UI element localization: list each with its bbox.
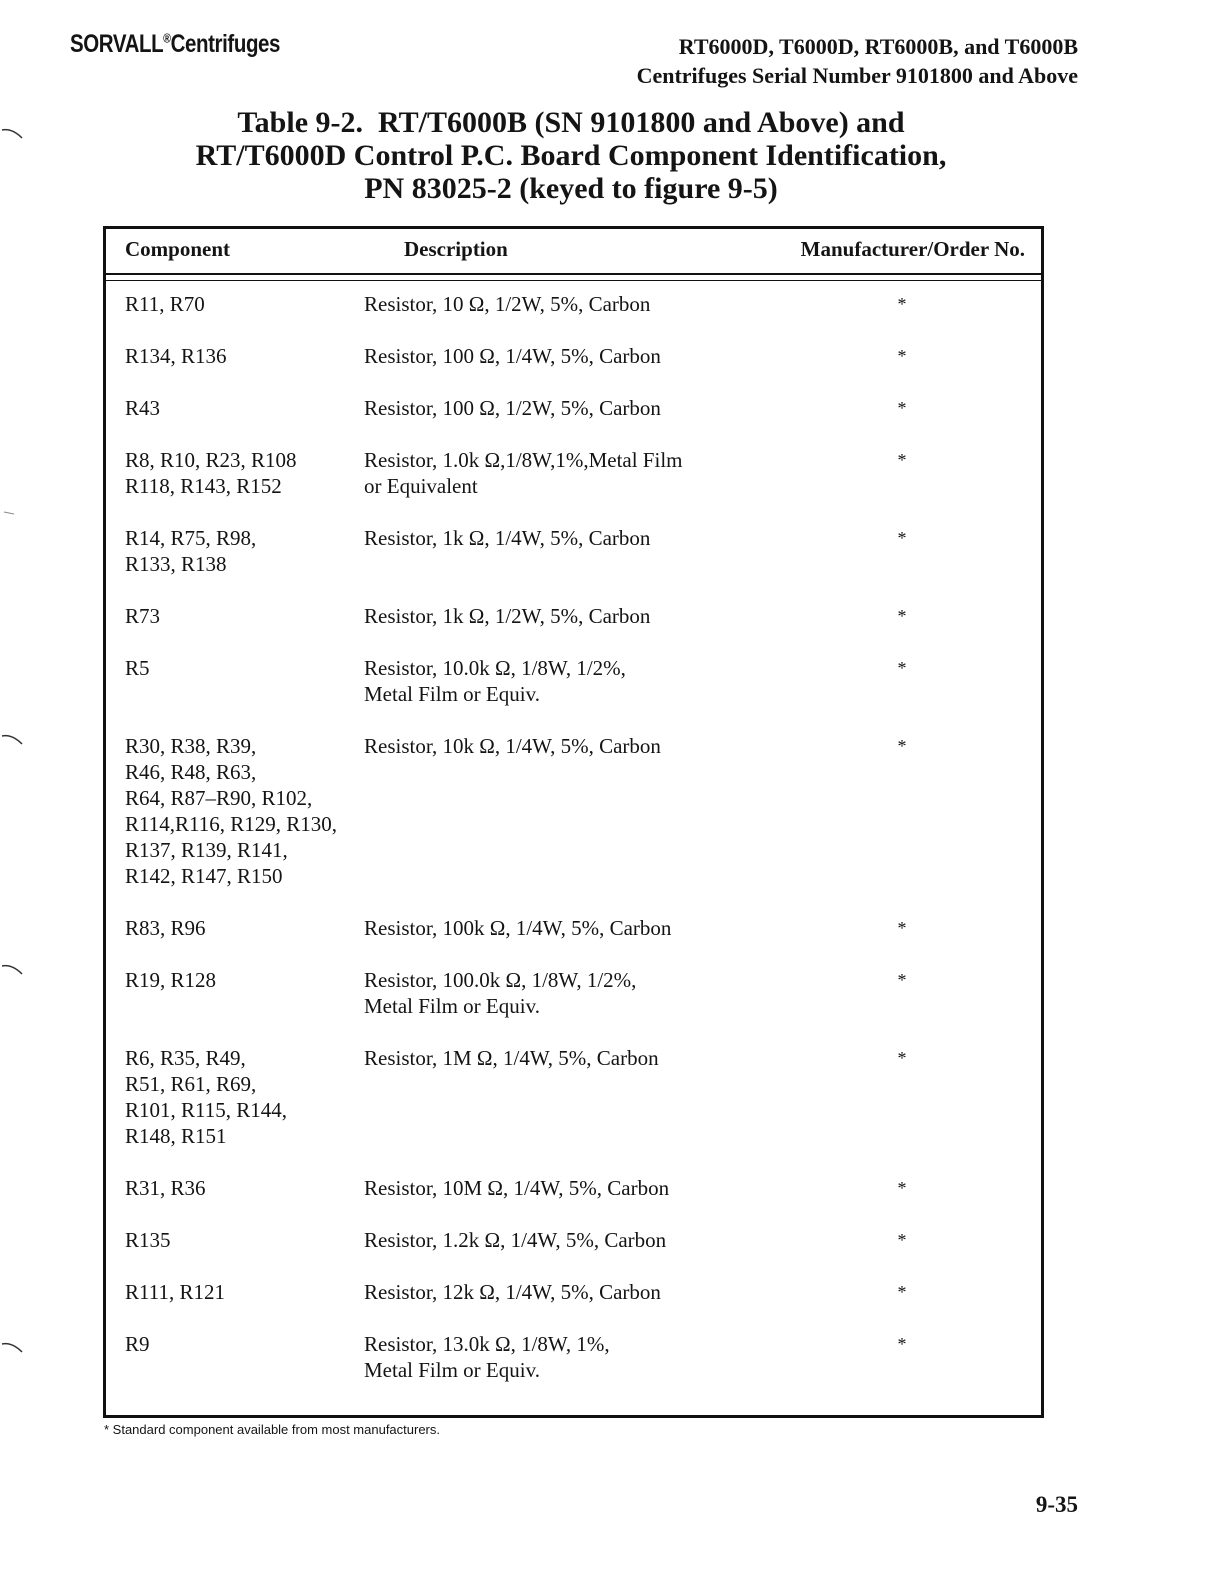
- margin-mark: [0, 732, 28, 746]
- component-cell: R14, R75, R98, R133, R138: [125, 526, 257, 576]
- component-cell: R73: [125, 604, 161, 628]
- manufacturer-cell: *: [897, 1178, 907, 1198]
- component-cell: R83, R96: [125, 916, 206, 940]
- table-row: [106, 915, 1041, 967]
- table-body: [106, 291, 1041, 1409]
- table-row: [106, 447, 1041, 525]
- registered-mark: ®: [163, 30, 171, 46]
- manufacturer-cell: *: [897, 294, 907, 314]
- table-row: [106, 291, 1041, 343]
- component-cell: R135: [125, 1228, 171, 1252]
- brand-name: SORVALL: [70, 30, 164, 58]
- header-double-rule: [106, 280, 1041, 281]
- table-row: [106, 1279, 1041, 1331]
- manufacturer-cell: *: [897, 736, 907, 756]
- margin-mark: [0, 962, 28, 976]
- manufacturer-cell: *: [897, 1230, 907, 1250]
- description-cell: Resistor, 1.0k Ω,1/8W,1%,Metal Film or Equivalent: [364, 448, 683, 498]
- description-cell: Resistor, 10.0k Ω, 1/8W, 1/2%, Metal Film or Equiv.: [364, 656, 626, 706]
- table-row: [106, 395, 1041, 447]
- margin-mark: [0, 506, 28, 520]
- description-cell: Resistor, 10 Ω, 1/2W, 5%, Carbon: [364, 292, 651, 316]
- description-cell: Resistor, 100 Ω, 1/2W, 5%, Carbon: [364, 396, 661, 420]
- column-header-manufacturer: Manufacturer/Order No.: [800, 237, 1025, 261]
- component-cell: R111, R121: [125, 1280, 225, 1304]
- component-cell: R19, R128: [125, 968, 217, 992]
- manufacturer-cell: *: [897, 346, 907, 366]
- margin-mark: [0, 126, 28, 140]
- component-cell: R5: [125, 656, 150, 680]
- manufacturer-cell: *: [897, 1048, 907, 1068]
- table-row: [106, 1227, 1041, 1279]
- manufacturer-cell: *: [897, 606, 907, 626]
- page-number: 9-35: [1035, 1492, 1078, 1517]
- component-cell: R30, R38, R39, R46, R48, R63, R64, R87–R90, R102, R114,R116, R129, R130, R137, R139, R141, R142, R147, R150: [125, 734, 337, 888]
- manufacturer-cell: *: [897, 1334, 907, 1354]
- description-cell: Resistor, 12k Ω, 1/4W, 5%, Carbon: [364, 1280, 661, 1304]
- models-line: RT6000D, T6000D, RT6000B, and T6000B: [678, 34, 1078, 59]
- description-cell: Resistor, 100.0k Ω, 1/8W, 1/2%, Metal Film or Equiv.: [364, 968, 637, 1018]
- description-cell: Resistor, 10k Ω, 1/4W, 5%, Carbon: [364, 734, 661, 758]
- brand-suffix: Centrifuges: [170, 30, 281, 58]
- running-header: [637, 32, 1078, 90]
- table-header: [106, 229, 1041, 275]
- column-header-description: Description: [404, 237, 508, 261]
- table-row: [106, 343, 1041, 395]
- component-cell: R9: [125, 1332, 150, 1356]
- title-line-1: Table 9-2. RT/T6000B (SN 9101800 and Above) and: [237, 106, 905, 139]
- manufacturer-cell: *: [897, 918, 907, 938]
- manufacturer-cell: *: [897, 658, 907, 678]
- table-row: [106, 967, 1041, 1045]
- manufacturer-cell: *: [897, 398, 907, 418]
- table-row: [106, 1331, 1041, 1409]
- manufacturer-cell: *: [897, 450, 907, 470]
- component-table: [103, 226, 1044, 1418]
- description-cell: Resistor, 1k Ω, 1/2W, 5%, Carbon: [364, 604, 651, 628]
- table-row: [106, 1045, 1041, 1175]
- component-cell: R8, R10, R23, R108 R118, R143, R152: [125, 448, 297, 498]
- title-line-3: PN 83025-2 (keyed to figure 9-5): [364, 172, 778, 205]
- description-cell: Resistor, 10M Ω, 1/4W, 5%, Carbon: [364, 1176, 670, 1200]
- table-row: [106, 525, 1041, 603]
- description-cell: Resistor, 1k Ω, 1/4W, 5%, Carbon: [364, 526, 651, 550]
- table-row: [106, 603, 1041, 655]
- description-cell: Resistor, 1M Ω, 1/4W, 5%, Carbon: [364, 1046, 659, 1070]
- column-header-component: Component: [125, 237, 231, 261]
- component-cell: R134, R136: [125, 344, 227, 368]
- component-cell: R43: [125, 396, 161, 420]
- manufacturer-cell: *: [897, 970, 907, 990]
- table-title: [100, 106, 1042, 205]
- table-row: [106, 655, 1041, 733]
- table-row: [106, 1175, 1041, 1227]
- description-cell: Resistor, 1.2k Ω, 1/4W, 5%, Carbon: [364, 1228, 667, 1252]
- brand-header: [70, 30, 280, 59]
- component-cell: R11, R70: [125, 292, 205, 316]
- footnote: * Standard component available from most manufacturers.: [104, 1422, 441, 1437]
- component-cell: R31, R36: [125, 1176, 206, 1200]
- manufacturer-cell: *: [897, 1282, 907, 1302]
- table-row: [106, 733, 1041, 915]
- manufacturer-cell: *: [897, 528, 907, 548]
- description-cell: Resistor, 100 Ω, 1/4W, 5%, Carbon: [364, 344, 661, 368]
- serial-line: Centrifuges Serial Number 9101800 and Above: [636, 63, 1078, 88]
- title-line-2: RT/T6000D Control P.C. Board Component Identification,: [195, 139, 947, 172]
- component-cell: R6, R35, R49, R51, R61, R69, R101, R115, R144, R148, R151: [125, 1046, 287, 1148]
- margin-mark: [0, 1340, 28, 1354]
- description-cell: Resistor, 100k Ω, 1/4W, 5%, Carbon: [364, 916, 672, 940]
- description-cell: Resistor, 13.0k Ω, 1/8W, 1%, Metal Film or Equiv.: [364, 1332, 610, 1382]
